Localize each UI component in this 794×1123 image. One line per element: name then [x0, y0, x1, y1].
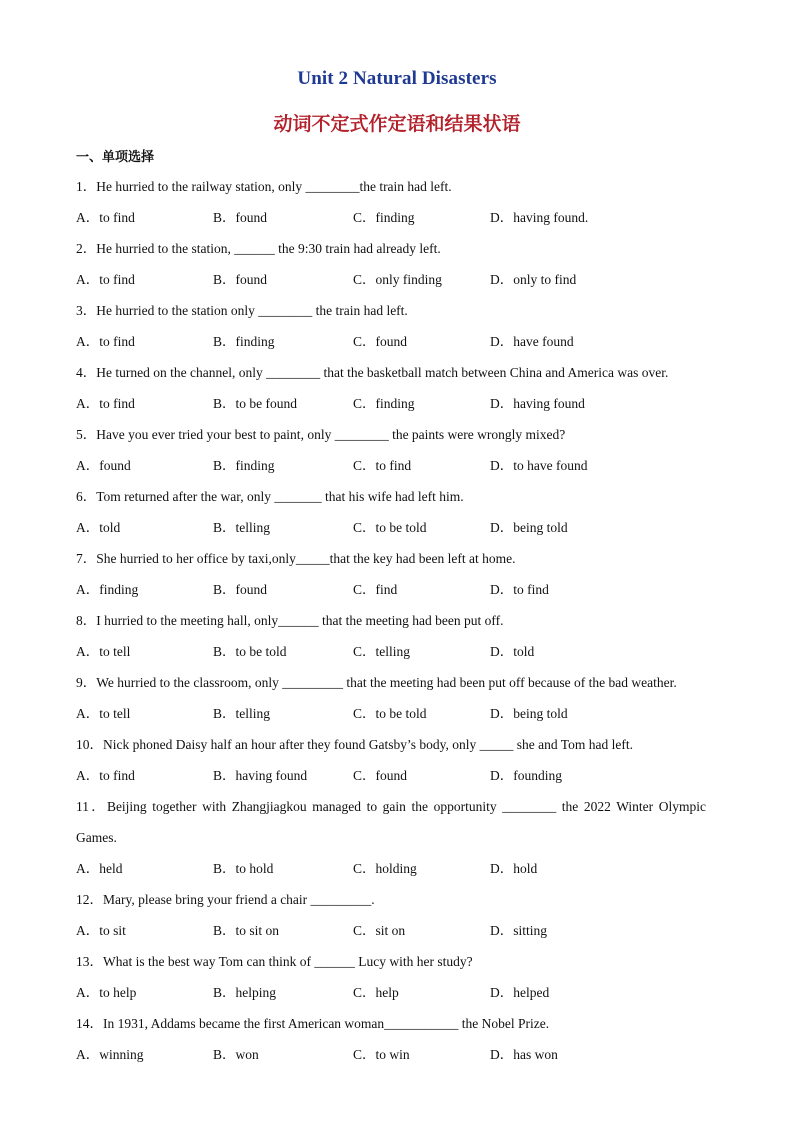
option-c[interactable]: C．to find: [353, 458, 412, 473]
option-d[interactable]: D．sitting: [490, 923, 548, 938]
question-text: Beijing together with Zhangjiagkou managed to gain the opportunity ________ the 2022 Winter Olympic Games.: [76, 799, 706, 845]
answer-options: [76, 326, 706, 357]
question-stem: [76, 171, 706, 202]
answer-options: [76, 977, 706, 1008]
option-a[interactable]: A．to find: [76, 210, 135, 225]
option-b[interactable]: B．found: [213, 210, 267, 225]
option-d[interactable]: D．being told: [490, 520, 568, 535]
answer-options: [76, 636, 706, 667]
question-text: He hurried to the railway station, only ________the train had left.: [96, 179, 452, 194]
option-a[interactable]: A．to sit: [76, 923, 126, 938]
question-number: 4．: [76, 365, 97, 380]
question-text: We hurried to the classroom, only _________ that the meeting had been put off because of the bad weather.: [96, 675, 677, 690]
question-text: Tom returned after the war, only _______ that his wife had left him.: [96, 489, 464, 504]
option-a[interactable]: A．to find: [76, 768, 135, 783]
question-text: She hurried to her office by taxi,only_____that the key had been left at home.: [96, 551, 516, 566]
option-d[interactable]: D．helped: [490, 985, 550, 1000]
option-a[interactable]: A．told: [76, 520, 121, 535]
question-stem: [76, 357, 706, 388]
option-c[interactable]: C．to be told: [353, 706, 427, 721]
answer-options: [76, 512, 706, 543]
question-number: 13．: [76, 954, 103, 969]
question-number: 3．: [76, 303, 97, 318]
option-b[interactable]: B．helping: [213, 985, 276, 1000]
answer-options: [76, 1039, 706, 1070]
question-stem: [76, 791, 706, 853]
answer-options: [76, 450, 706, 481]
question-text: What is the best way Tom can think of ______ Lucy with her study?: [103, 954, 473, 969]
document-title: Unit 2 Natural Disasters: [297, 68, 497, 89]
option-c[interactable]: C．find: [353, 582, 398, 597]
option-d[interactable]: D．to have found: [490, 458, 588, 473]
question-text: Have you ever tried your best to paint, only ________ the paints were wrongly mixed?: [96, 427, 566, 442]
option-d[interactable]: D．told: [490, 644, 535, 659]
question-number: 11．: [76, 799, 107, 814]
option-b[interactable]: B．found: [213, 272, 267, 287]
option-b[interactable]: B．telling: [213, 706, 270, 721]
option-b[interactable]: B．having found: [213, 768, 308, 783]
answer-options: [76, 853, 706, 884]
question-stem: [76, 946, 706, 977]
option-b[interactable]: B．finding: [213, 334, 275, 349]
option-a[interactable]: A．found: [76, 458, 131, 473]
answer-options: [76, 574, 706, 605]
answer-options: [76, 264, 706, 295]
option-a[interactable]: A．winning: [76, 1047, 144, 1062]
option-c[interactable]: C．only finding: [353, 272, 442, 287]
question-number: 7．: [76, 551, 97, 566]
option-c[interactable]: C．finding: [353, 396, 415, 411]
option-c[interactable]: C．to win: [353, 1047, 410, 1062]
question-number: 10．: [76, 737, 103, 752]
option-b[interactable]: B．to be told: [213, 644, 287, 659]
option-d[interactable]: D．hold: [490, 861, 538, 876]
option-c[interactable]: C．sit on: [353, 923, 406, 938]
option-a[interactable]: A．to find: [76, 334, 135, 349]
question-stem: [76, 605, 706, 636]
section-heading: 一、单项选择: [76, 150, 155, 165]
option-c[interactable]: C．found: [353, 768, 407, 783]
option-c[interactable]: C．to be told: [353, 520, 427, 535]
option-b[interactable]: B．won: [213, 1047, 259, 1062]
option-a[interactable]: A．held: [76, 861, 123, 876]
question-stem: [76, 884, 706, 915]
question-list: [76, 171, 706, 1070]
question-number: 14．: [76, 1016, 103, 1031]
option-c[interactable]: C．telling: [353, 644, 410, 659]
option-b[interactable]: B．to sit on: [213, 923, 280, 938]
question-stem: [76, 481, 706, 512]
option-c[interactable]: C．holding: [353, 861, 417, 876]
question-number: 6．: [76, 489, 97, 504]
option-b[interactable]: B．finding: [213, 458, 275, 473]
option-a[interactable]: A．to find: [76, 272, 135, 287]
question-stem: [76, 419, 706, 450]
option-b[interactable]: B．found: [213, 582, 267, 597]
question-number: 5．: [76, 427, 97, 442]
question-text: He turned on the channel, only ________ that the basketball match between China and America was over.: [96, 365, 669, 380]
question-number: 9．: [76, 675, 97, 690]
option-d[interactable]: D．only to find: [490, 272, 577, 287]
question-text: I hurried to the meeting hall, only______ that the meeting had been put off.: [96, 613, 504, 628]
answer-options: [76, 698, 706, 729]
option-b[interactable]: B．telling: [213, 520, 270, 535]
question-number: 1．: [76, 179, 97, 194]
option-d[interactable]: D．having found: [490, 396, 585, 411]
answer-options: [76, 915, 706, 946]
option-d[interactable]: D．being told: [490, 706, 568, 721]
option-a[interactable]: A．finding: [76, 582, 139, 597]
option-b[interactable]: B．to hold: [213, 861, 274, 876]
question-number: 8．: [76, 613, 97, 628]
option-d[interactable]: D．founding: [490, 768, 562, 783]
option-c[interactable]: C．found: [353, 334, 407, 349]
question-stem: [76, 1008, 706, 1039]
option-c[interactable]: C．help: [353, 985, 399, 1000]
option-d[interactable]: D．have found: [490, 334, 574, 349]
question-stem: [76, 543, 706, 574]
question-number: 12．: [76, 892, 103, 907]
question-stem: [76, 729, 706, 760]
option-b[interactable]: B．to be found: [213, 396, 297, 411]
option-d[interactable]: D．to find: [490, 582, 549, 597]
option-a[interactable]: A．to tell: [76, 706, 131, 721]
answer-options: [76, 760, 706, 791]
option-a[interactable]: A．to tell: [76, 644, 131, 659]
answer-options: [76, 202, 706, 233]
option-a[interactable]: A．to find: [76, 396, 135, 411]
option-d[interactable]: D．has won: [490, 1047, 558, 1062]
question-text: Nick phoned Daisy half an hour after they found Gatsby’s body, only _____ she and Tom had left.: [103, 737, 633, 752]
question-number: 2．: [76, 241, 97, 256]
question-text: Mary, please bring your friend a chair _________.: [103, 892, 375, 907]
answer-options: [76, 388, 706, 419]
question-stem: [76, 233, 706, 264]
question-text: He hurried to the station, ______ the 9:30 train had already left.: [96, 241, 441, 256]
question-text: In 1931, Addams became the first American woman___________ the Nobel Prize.: [103, 1016, 550, 1031]
question-stem: [76, 667, 706, 698]
question-stem: [76, 295, 706, 326]
option-d[interactable]: D．having found.: [490, 210, 589, 225]
option-c[interactable]: C．finding: [353, 210, 415, 225]
question-text: He hurried to the station only ________ the train had left.: [96, 303, 408, 318]
document-subtitle: 动词不定式作定语和结果状语: [273, 113, 521, 135]
option-a[interactable]: A．to help: [76, 985, 137, 1000]
